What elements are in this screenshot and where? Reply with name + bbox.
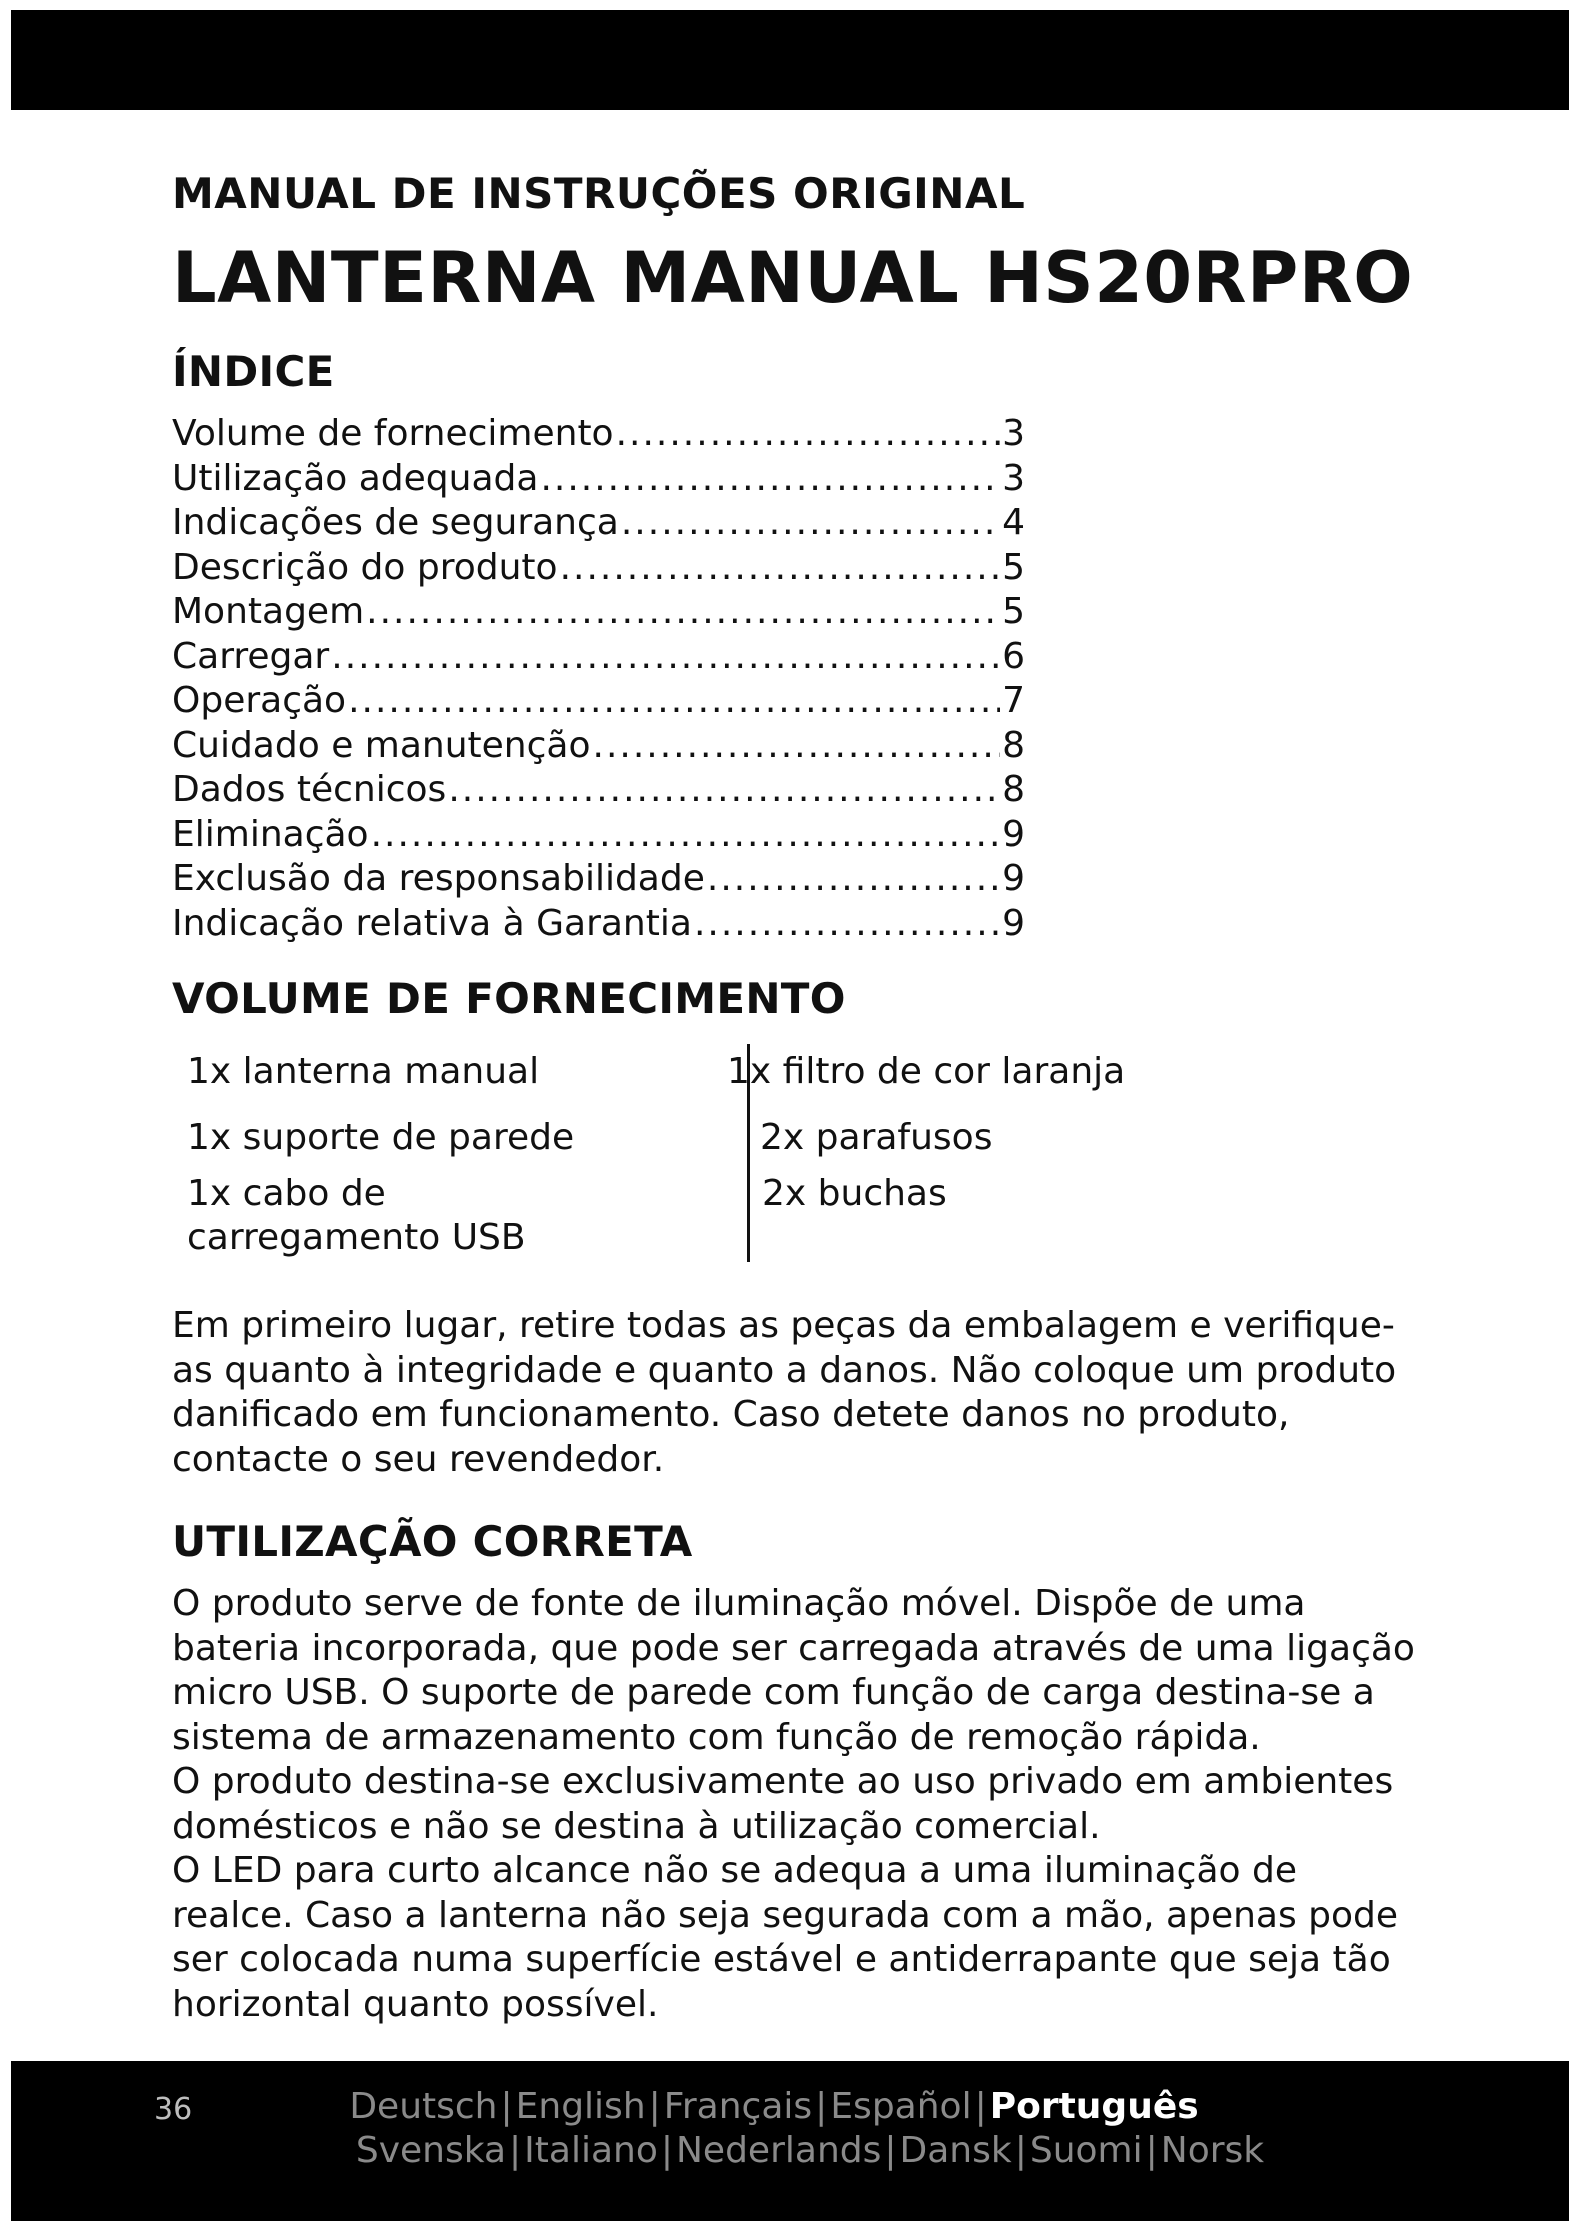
- toc-item-page: 8: [1002, 724, 1025, 766]
- toc-item[interactable]: [172, 679, 1025, 724]
- page-content: [172, 160, 1422, 2027]
- toc-leader-dots: [707, 857, 1000, 902]
- toc-leader-dots: [348, 679, 1000, 724]
- supply-intro-text: Em primeiro lugar, retire todas as peças da embalagem e verifique-as quanto à integridade e quanto a danos. Não coloque um produto danificado em funcionamento. Caso detete danos no produto, contacte o seu revendedor.: [172, 1305, 1397, 1480]
- supply-item: carregamento USB: [187, 1217, 526, 1258]
- toc-item-page: 5: [1002, 546, 1025, 588]
- language-separator: |: [974, 2086, 987, 2127]
- use-paragraph: O produto serve de fonte de iluminação móvel. Dispõe de uma bateria incorporada, que pode ser carregada através de uma ligação micro USB. O suporte de parede com função de carga destina-se a sistema de armazenamento com função de remoção rápida.: [172, 1583, 1415, 1758]
- toc-leader-dots: [331, 635, 1000, 680]
- language-link-deutsch[interactable]: Deutsch: [349, 2086, 498, 2127]
- table-of-contents: [172, 412, 1025, 946]
- use-paragraph: O LED para curto alcance não se adequa a uma iluminação de realce. Caso a lanterna não seja segurada com a mão, apenas pode ser colocada numa superfície estável e antiderrapante que seja tão horizontal quanto possível.: [172, 1850, 1399, 2025]
- toc-item-label: Descrição do produto: [172, 546, 558, 588]
- toc-item[interactable]: [172, 768, 1025, 813]
- language-separator: |: [1014, 2130, 1027, 2171]
- toc-item-page: 6: [1002, 635, 1025, 677]
- toc-leader-dots: [621, 501, 1000, 546]
- toc-item-label: Exclusão da responsabilidade: [172, 858, 705, 899]
- language-link-dansk[interactable]: Dansk: [899, 2130, 1012, 2171]
- page-number: 36: [154, 2092, 193, 2127]
- supply-item: 1x lanterna manual: [187, 1051, 540, 1092]
- toc-item-label: Eliminação: [172, 813, 369, 855]
- supply-item: 2x parafusos: [760, 1117, 993, 1158]
- toc-item[interactable]: [172, 412, 1025, 457]
- document-kicker: MANUAL DE INSTRUÇÕES ORIGINAL: [172, 169, 1026, 218]
- top-bar: [11, 10, 1569, 110]
- supply-item: 2x buchas: [762, 1173, 947, 1214]
- toc-item[interactable]: [172, 590, 1025, 635]
- toc-item-label: Utilização adequada: [172, 457, 539, 499]
- toc-leader-dots: [560, 546, 1001, 591]
- toc-item-label: Cuidado e manutenção: [172, 724, 591, 766]
- toc-leader-dots: [540, 457, 1000, 502]
- toc-item-label: Carregar: [172, 635, 330, 677]
- toc-item-page: 8: [1002, 769, 1025, 810]
- toc-item[interactable]: [172, 902, 1025, 947]
- language-link-svenska[interactable]: Svenska: [355, 2130, 507, 2171]
- supply-item: 1x suporte de parede: [187, 1117, 575, 1158]
- language-separator: |: [660, 2130, 673, 2171]
- language-link-italiano[interactable]: Italiano: [524, 2130, 658, 2171]
- supply-contents-table: [187, 1034, 1126, 1258]
- language-link-francais[interactable]: Français: [663, 2086, 813, 2127]
- toc-leader-dots: [371, 813, 1001, 858]
- language-nav-row-1: [0, 2085, 1564, 2129]
- toc-item-label: Dados técnicos: [172, 769, 447, 810]
- language-link-espanol[interactable]: Español: [830, 2086, 972, 2127]
- toc-item[interactable]: [172, 813, 1025, 858]
- toc-item-page: 9: [1002, 902, 1025, 944]
- toc-leader-dots: [366, 590, 1000, 635]
- toc-leader-dots: [593, 724, 1001, 769]
- toc-item[interactable]: [172, 857, 1025, 902]
- toc-item-page: 9: [1002, 858, 1025, 899]
- toc-leader-dots: [694, 902, 1000, 947]
- toc-item[interactable]: [172, 724, 1025, 769]
- language-link-nederlands[interactable]: Nederlands: [676, 2130, 882, 2171]
- language-link-norsk[interactable]: Norsk: [1160, 2130, 1265, 2171]
- index-heading: ÍNDICE: [172, 347, 335, 396]
- toc-item[interactable]: [172, 635, 1025, 680]
- toc-leader-dots: [448, 768, 1000, 813]
- toc-item-page: 9: [1002, 813, 1025, 855]
- toc-item-label: Operação: [172, 680, 347, 721]
- language-separator: |: [509, 2130, 522, 2171]
- toc-item[interactable]: [172, 501, 1025, 546]
- toc-item-page: 3: [1002, 457, 1025, 499]
- use-paragraph: O produto destina-se exclusivamente ao uso privado em ambientes domésticos e não se destina à utilização comercial.: [172, 1761, 1394, 1847]
- supply-item: 1x filtro de cor laranja: [727, 1051, 1126, 1092]
- language-separator: |: [815, 2086, 828, 2127]
- supply-heading: VOLUME DE FORNECIMENTO: [172, 974, 846, 1023]
- language-link-english[interactable]: English: [515, 2086, 646, 2127]
- page-title: LANTERNA MANUAL HS20RPRO: [172, 237, 1414, 319]
- toc-item-page: 7: [1002, 680, 1025, 721]
- toc-item[interactable]: [172, 546, 1025, 591]
- toc-leader-dots: [616, 412, 1001, 457]
- toc-item-page: 4: [1002, 502, 1025, 543]
- toc-item-label: Indicações de segurança: [172, 502, 619, 543]
- language-link-suomi[interactable]: Suomi: [1029, 2130, 1143, 2171]
- language-separator: |: [648, 2086, 661, 2127]
- language-separator: |: [884, 2130, 897, 2171]
- language-separator: |: [500, 2086, 513, 2127]
- toc-item-page: 5: [1002, 591, 1025, 632]
- toc-item[interactable]: [172, 457, 1025, 502]
- toc-item-label: Volume de fornecimento: [172, 413, 614, 454]
- toc-item-label: Montagem: [172, 591, 365, 632]
- language-nav-row-2: [20, 2129, 1580, 2173]
- toc-item-page: 3: [1002, 413, 1025, 454]
- language-separator: |: [1145, 2130, 1158, 2171]
- language-link-portugues-active[interactable]: Português: [989, 2086, 1199, 2127]
- use-heading: UTILIZAÇÃO CORRETA: [172, 1517, 693, 1566]
- supply-item: 1x cabo de: [187, 1173, 386, 1214]
- toc-item-label: Indicação relativa à Garantia: [172, 902, 692, 944]
